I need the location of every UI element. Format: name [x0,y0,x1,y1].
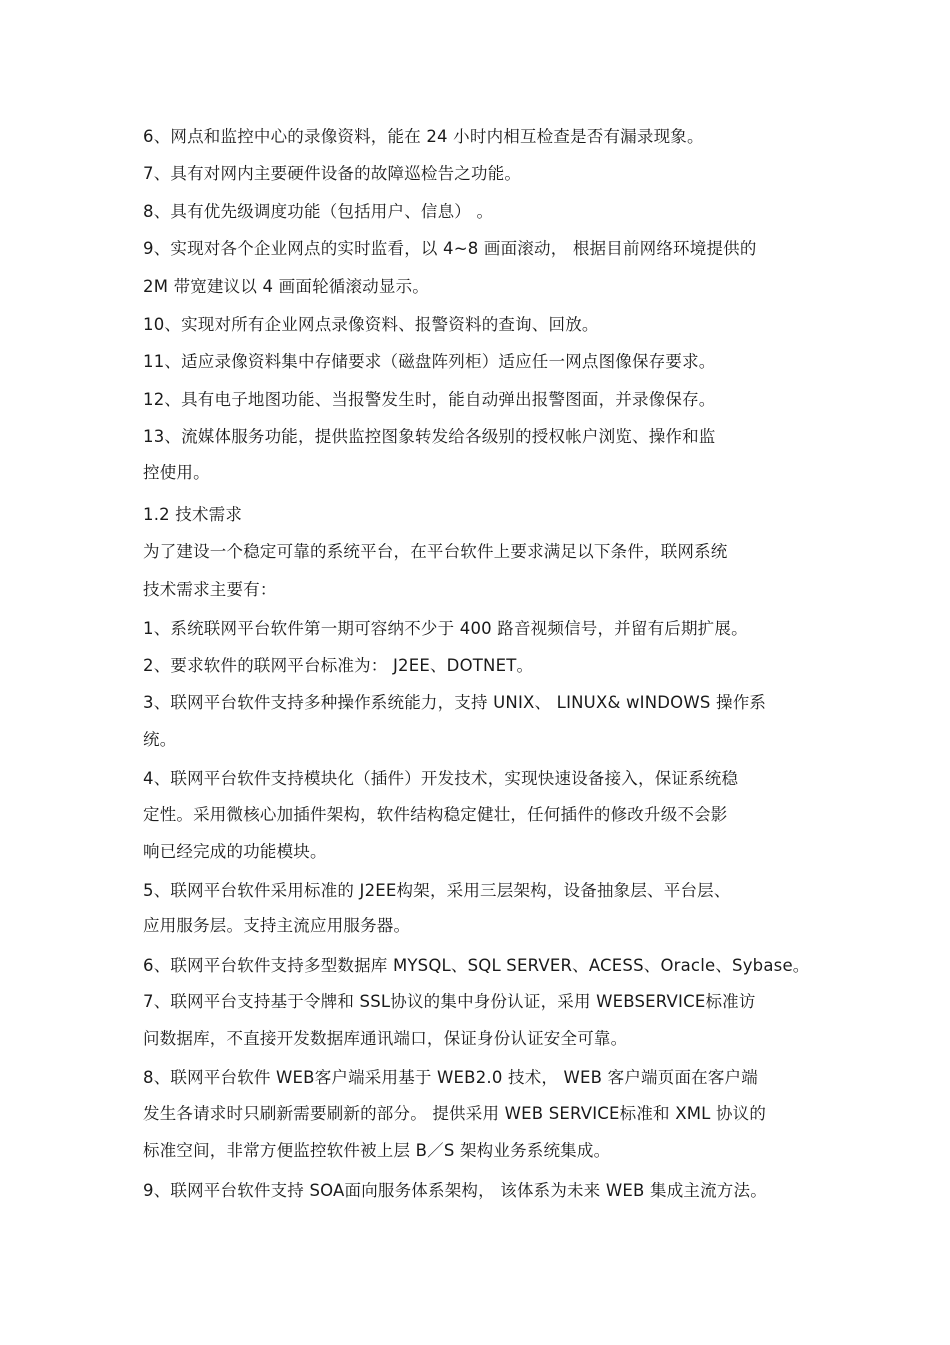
text-line: 6、网点和监控中心的录像资料，能在 24 小时内相互检查是否有漏录现象。 [143,127,704,146]
text-line: 应用服务层。支持主流应用服务器。 [143,916,411,935]
text-line: 8、具有优先级调度功能（包括用户、信息） 。 [143,202,494,221]
text-line: 8、联网平台软件 WEB客户端采用基于 WEB2.0 技术， WEB 客户端页面在客户端 [143,1068,758,1087]
text-line: 1、系统联网平台软件第一期可容纳不少于 400 路音视频信号，并留有后期扩展。 [143,619,748,638]
text-line: 定性。采用微核心加插件架构，软件结构稳定健壮，任何插件的修改升级不会影 [143,805,728,824]
text-line: 13、流媒体服务功能，提供监控图象转发给各级别的授权帐户浏览、操作和监 [143,427,716,446]
text-line: 5、联网平台软件采用标准的 J2EE构架，采用三层架构，设备抽象层、平台层、 [143,881,731,900]
text-line: 统。 [143,730,177,749]
text-line: 2M 带宽建议以 4 画面轮循滚动显示。 [143,277,429,296]
text-line: 7、具有对网内主要硬件设备的故障巡检告之功能。 [143,164,522,183]
text-line: 标准空间，非常方便监控软件被上层 B／S 架构业务系统集成。 [143,1141,611,1160]
text-line: 4、联网平台软件支持模块化（插件）开发技术，实现快速设备接入，保证系统稳 [143,769,739,788]
text-line: 9、实现对各个企业网点的实时监看，以 4~8 画面滚动， 根据目前网络环境提供的 [143,239,757,258]
text-line: 为了建设一个稳定可靠的系统平台，在平台软件上要求满足以下条件，联网系统 [143,542,728,561]
text-line: 7、联网平台支持基于令牌和 SSL协议的集中身份认证，采用 WEBSERVICE标准访 [143,992,756,1011]
text-line: 2、要求软件的联网平台标准为： J2EE、DOTNET。 [143,656,534,675]
text-line: 12、具有电子地图功能、当报警发生时，能自动弹出报警图面，并录像保存。 [143,390,716,409]
text-line: 响已经完成的功能模块。 [143,842,327,861]
text-line: 控使用。 [143,463,210,482]
text-line: 9、联网平台软件支持 SOA面向服务体系架构， 该体系为未来 WEB 集成主流方法。 [143,1181,767,1200]
text-line: 11、适应录像资料集中存储要求（磁盘阵列柜）适应任一网点图像保存要求。 [143,352,716,371]
text-line: 3、联网平台软件支持多种操作系统能力，支持 UNIX、 LINUX& wINDOWS 操作系 [143,693,767,712]
text-line: 6、联网平台软件支持多型数据库 MYSQL、SQL SERVER、ACESS、Oracle、Sybase。 [143,956,810,975]
text-line: 问数据库，不直接开发数据库通讯端口，保证身份认证安全可靠。 [143,1029,628,1048]
section-heading: 1.2 技术需求 [143,505,243,524]
text-line: 技术需求主要有： [143,580,277,599]
text-line: 发生各请求时只刷新需要刷新的部分。 提供采用 WEB SERVICE标准和 XML 协议的 [143,1104,767,1123]
text-line: 10、实现对所有企业网点录像资料、报警资料的查询、回放。 [143,315,599,334]
